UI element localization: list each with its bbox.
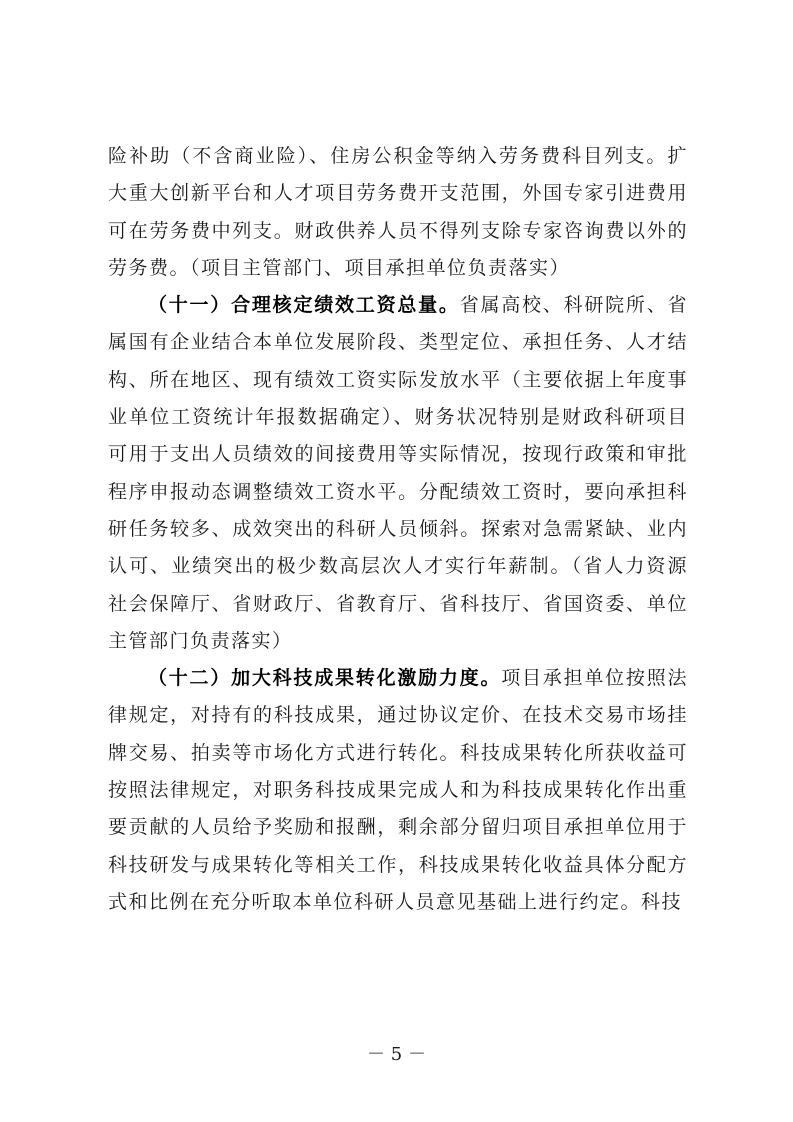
paragraph-section-12	[108, 660, 688, 921]
paragraph-section-11	[108, 287, 688, 660]
section-heading-12: （十二）加大科技成果转化激励力度。	[148, 667, 502, 690]
section-heading-11: （十一）合理核定绩效工资总量。	[148, 294, 460, 317]
document-body	[108, 138, 688, 921]
page-number: － 5 －	[367, 1044, 426, 1065]
paragraph-text: 险补助（不含商业险）、住房公积金等纳入劳务费科目列支。扩大重大创新平台和人才项目劳务费开支范围，外国专家引进费用可在劳务费中列支。财政供养人员不得列支除专家咨询费以外的劳务费。（项目主管部门、项目承担单位负责落实）	[108, 145, 688, 279]
paragraph-continuation	[108, 138, 688, 287]
paragraph-text: 项目承担单位按照法律规定，对持有的科技成果，通过协议定价、在技术交易市场挂牌交易、拍卖等市场化方式进行转化。科技成果转化所获收益可按照法律规定，对职务科技成果完成人和为科技成果转化作出重要贡献的人员给予奖励和报酬，剩余部分留归项目承担单位用于科技研发与成果转化等相关工作，科技成果转化收益具体分配方式和比例在充分听取本单位科研人员意见基础上进行约定。科技	[108, 667, 688, 913]
paragraph-text: 省属高校、科研院所、省属国有企业结合本单位发展阶段、类型定位、承担任务、人才结构、所在地区、现有绩效工资实际发放水平（主要依据上年度事业单位工资统计年报数据确定）、财务状况特别是财政科研项目可用于支出人员绩效的间接费用等实际情况，按现行政策和审批程序申报动态调整绩效工资水平。分配绩效工资时，要向承担科研任务较多、成效突出的科研人员倾斜。探索对急需紧缺、业内认可、业绩突出的极少数高层次人才实行年薪制。（省人力资源社会保障厅、省财政厅、省教育厅、省科技厅、省国资委、单位主管部门负责落实）	[108, 294, 688, 652]
